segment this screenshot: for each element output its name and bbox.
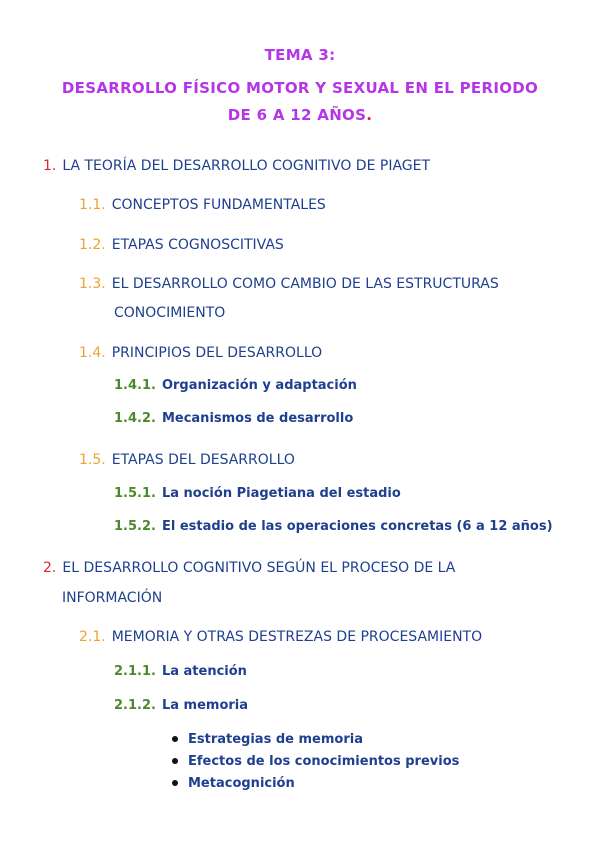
bullet-icon <box>172 736 178 742</box>
heading-tema: TEMA 3: <box>264 46 336 64</box>
section-2-1-1 <box>114 664 247 679</box>
section-number: 2.1. <box>79 629 106 645</box>
section-title: El estadio de las operaciones concretas (6 a 12 años) <box>161 519 553 534</box>
section-2 <box>43 560 455 576</box>
bullet-text: Estrategias de memoria <box>188 732 363 747</box>
section-number: 2.1.2. <box>114 698 156 713</box>
heading-title-line2-text: DE 6 A 12 AÑOS <box>227 106 367 124</box>
section-number: 1.4. <box>79 345 106 361</box>
section-number: 1. <box>43 158 57 174</box>
section-title: La noción Piagetiana del estadio <box>161 486 401 501</box>
section-number: 2.1.1. <box>114 664 156 679</box>
bullet-icon <box>172 758 178 764</box>
section-title: MEMORIA Y OTRAS DESTREZAS DE PROCESAMIENTO <box>111 629 483 645</box>
section-number: 1.2. <box>79 237 106 253</box>
section-number: 1.3. <box>79 276 106 292</box>
section-2-1-2 <box>114 698 248 713</box>
section-1-5-2 <box>114 519 553 534</box>
section-1-4-2 <box>114 411 353 426</box>
section-title: PRINCIPIOS DEL DESARROLLO <box>111 345 323 361</box>
section-1-5-1 <box>114 486 401 501</box>
bullet-item <box>172 776 295 791</box>
section-1-2 <box>79 237 284 253</box>
bullet-item <box>172 732 363 747</box>
section-title: Organización y adaptación <box>161 378 357 393</box>
heading-title-line1: DESARROLLO FÍSICO MOTOR Y SEXUAL EN EL PERIODO <box>61 79 539 97</box>
section-number: 1.5.2. <box>114 519 156 534</box>
section-1-1 <box>79 197 326 213</box>
section-title: LA TEORÍA DEL DESARROLLO COGNITIVO DE PIAGET <box>62 158 431 174</box>
section-title: Mecanismos de desarrollo <box>161 411 354 426</box>
section-number: 1.1. <box>79 197 106 213</box>
section-number: 1.4.1. <box>114 378 156 393</box>
section-2-continuation: INFORMACIÓN <box>62 590 163 606</box>
section-number: 1.5. <box>79 452 106 468</box>
section-2-1 <box>79 629 482 645</box>
section-number: 1.5.1. <box>114 486 156 501</box>
section-1-3 <box>79 276 499 292</box>
section-number: 1.4.2. <box>114 411 156 426</box>
section-title: EL DESARROLLO COGNITIVO SEGÚN EL PROCESO DE LA <box>62 560 456 576</box>
section-title: EL DESARROLLO COMO CAMBIO DE LAS ESTRUCTURAS <box>111 276 499 292</box>
section-title: CONCEPTOS FUNDAMENTALES <box>111 197 326 213</box>
section-1-4 <box>79 345 322 361</box>
section-title: ETAPAS COGNOSCITIVAS <box>111 237 284 253</box>
section-title: La memoria <box>161 698 249 713</box>
section-1-4-1 <box>114 378 357 393</box>
section-1 <box>43 158 430 174</box>
bullet-text: Metacognición <box>188 776 295 791</box>
section-1-3-continuation: CONOCIMIENTO <box>114 305 226 321</box>
heading-title-line2 <box>0 106 600 124</box>
bullet-icon <box>172 780 178 786</box>
bullet-item <box>172 754 459 769</box>
heading-title-dot: . <box>366 106 373 124</box>
section-1-5 <box>79 452 295 468</box>
section-title: La atención <box>161 664 247 679</box>
section-title: ETAPAS DEL DESARROLLO <box>111 452 295 468</box>
section-number: 2. <box>43 560 57 576</box>
bullet-text: Efectos de los conocimientos previos <box>188 754 460 769</box>
